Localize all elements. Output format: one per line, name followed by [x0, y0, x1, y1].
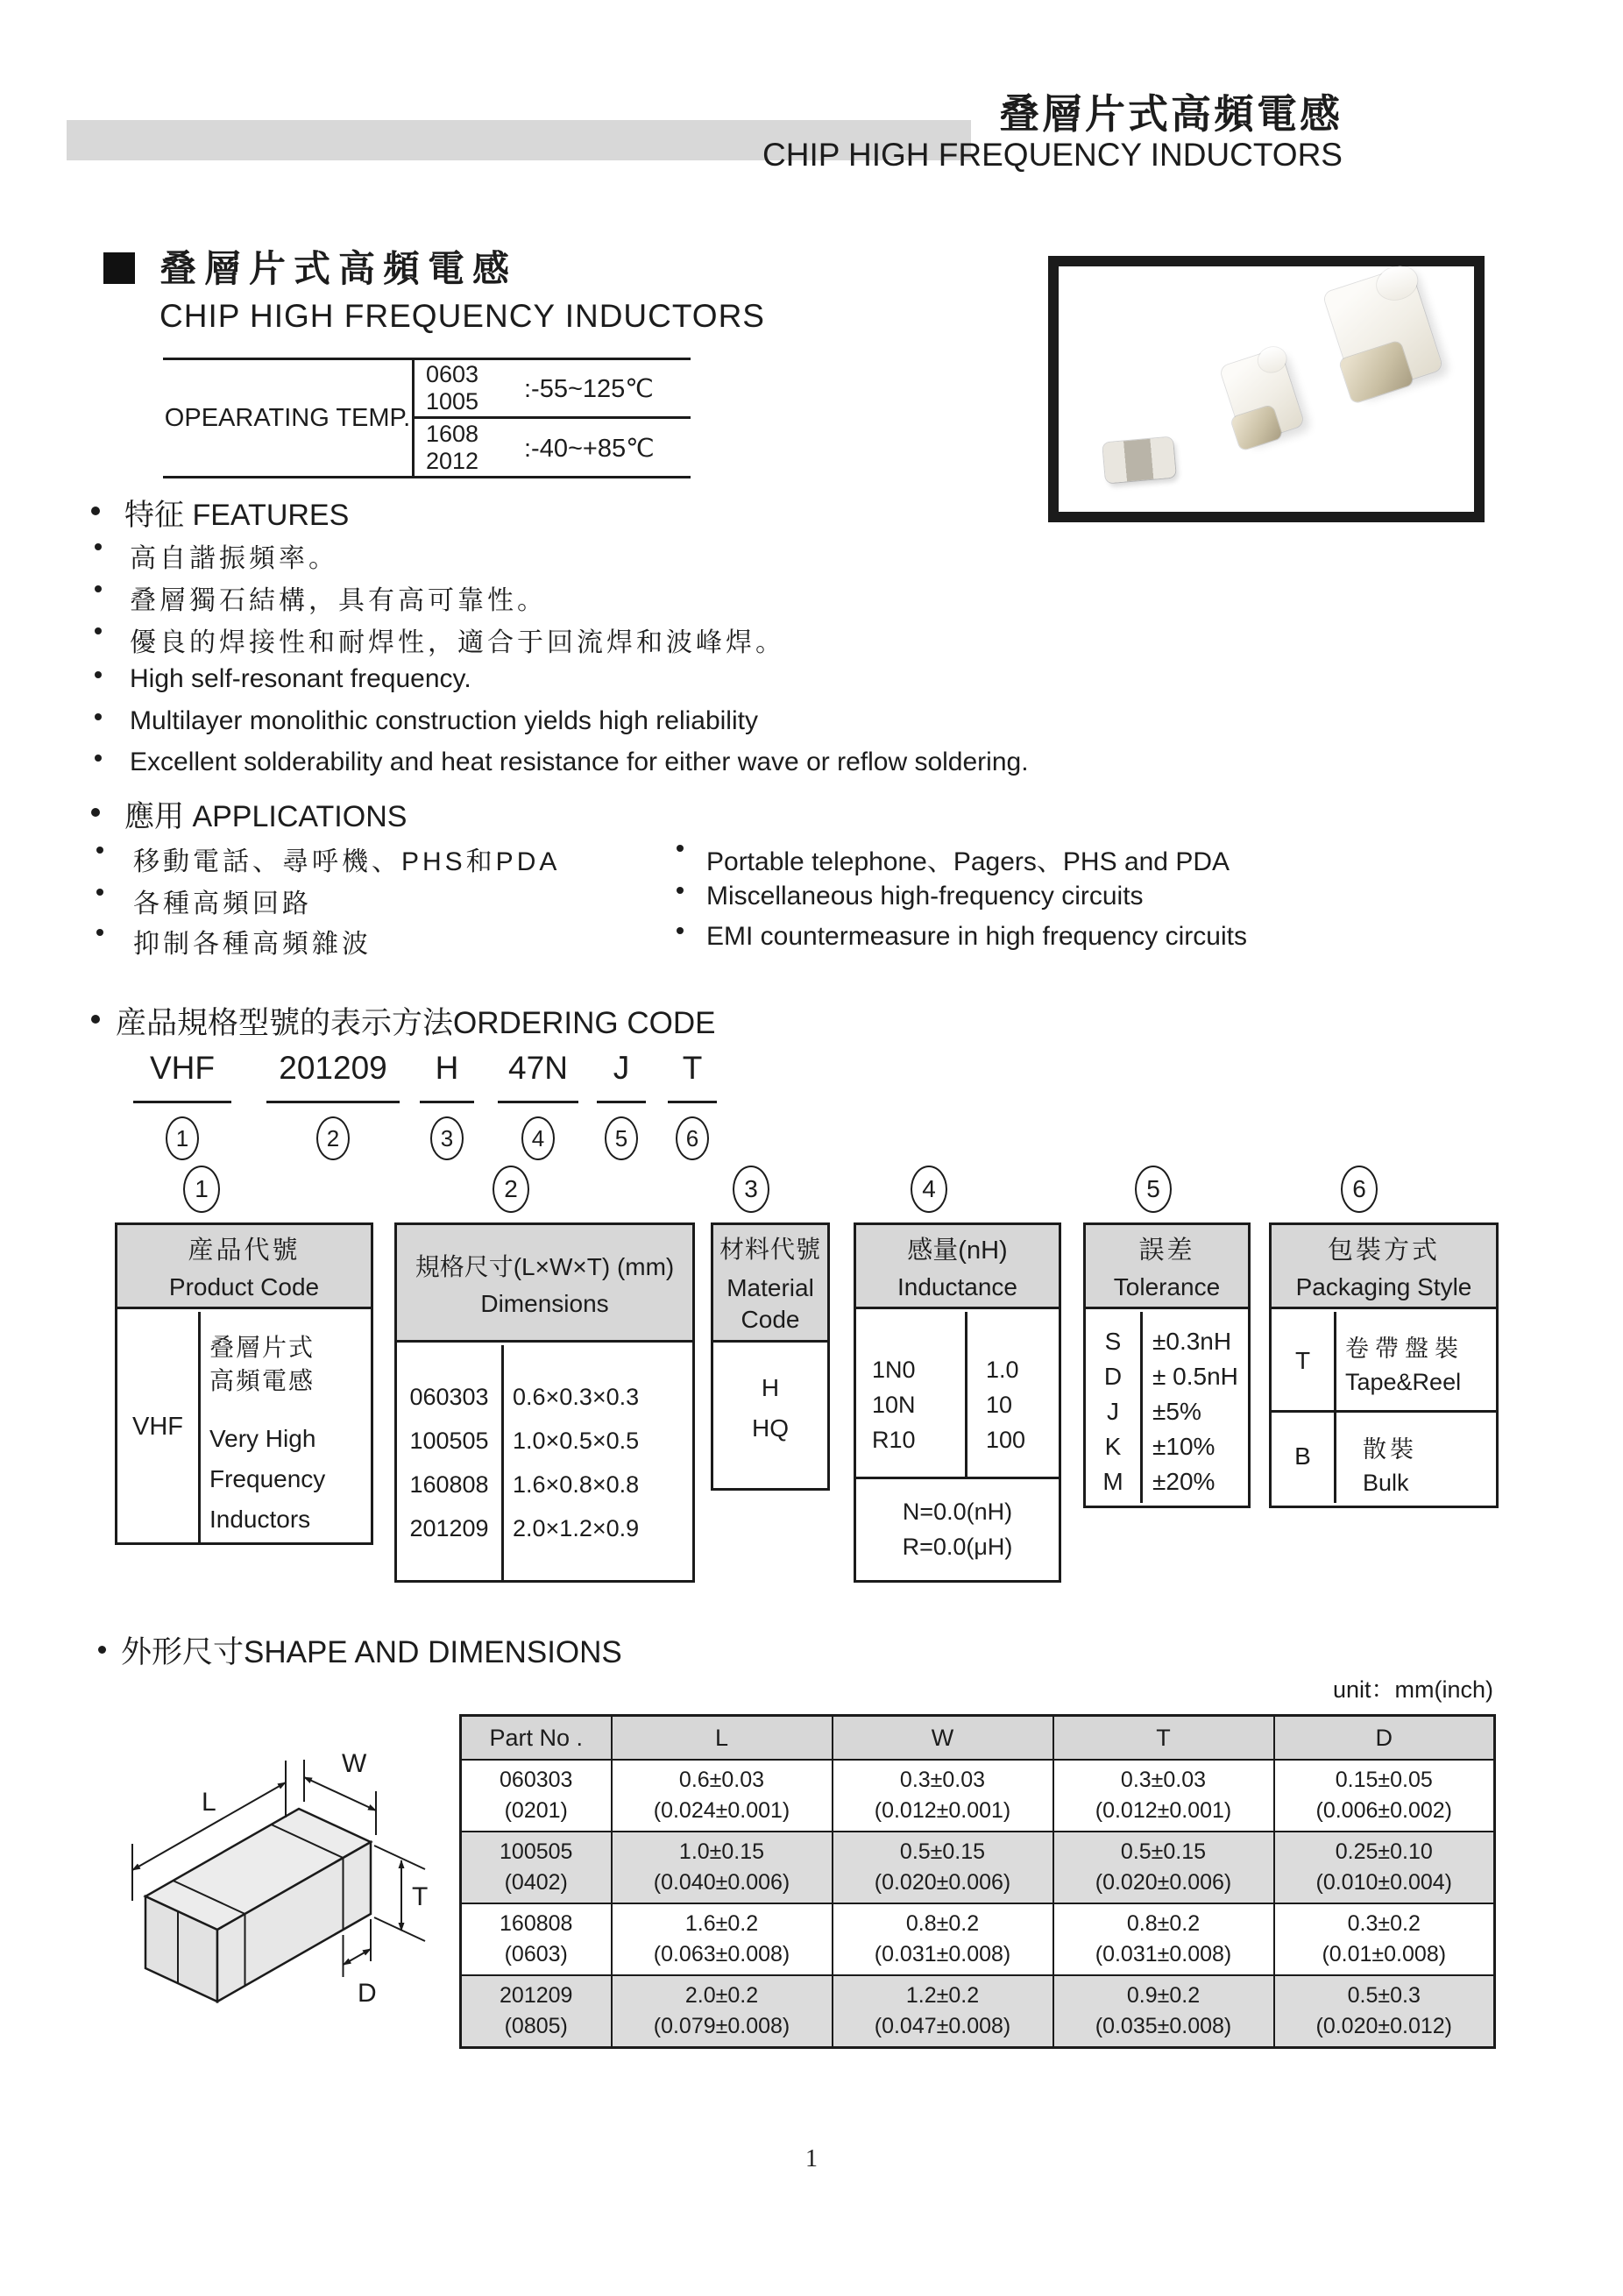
material-code: H	[761, 1374, 780, 1401]
table-header-en: Material Code	[726, 1273, 814, 1333]
dim-label-t: T	[412, 1882, 429, 1911]
bullet-icon	[96, 847, 103, 854]
size-value: 1.6×0.8×0.8	[513, 1471, 640, 1498]
packaging-desc-zh: 散裝	[1363, 1436, 1417, 1463]
packaging-code: B	[1294, 1442, 1311, 1470]
product-code-table	[115, 1222, 373, 1545]
feature-item: Excellent solderability and heat resistance for either wave or reflow soldering.	[130, 748, 1029, 776]
table-header-en: Product Code	[168, 1273, 320, 1300]
packaging-code: T	[1294, 1347, 1311, 1374]
product-desc-zh: 高頻電感	[209, 1367, 315, 1394]
material-code: HQ	[752, 1414, 789, 1442]
table-header-zh: 産品代號	[188, 1237, 301, 1265]
ordering-code-part: T	[682, 1050, 703, 1086]
dim-cell: 0.8±0.2 (0.031±0.008)	[1053, 1903, 1274, 1975]
table-row	[461, 1903, 1495, 1975]
chip-outline-drawing	[103, 1739, 463, 2063]
bullet-icon	[91, 808, 100, 817]
dim-cell: 0.3±0.03 (0.012±0.001)	[833, 1760, 1053, 1832]
dim-label-l: L	[202, 1788, 216, 1817]
size-code: 1005	[426, 388, 479, 415]
dim-cell: 0.8±0.2 (0.031±0.008)	[833, 1903, 1053, 1975]
table-header-en: Dimensions	[480, 1289, 609, 1317]
product-desc-zh: 叠層片式	[209, 1334, 315, 1361]
size-code: 060303	[409, 1384, 489, 1410]
circled-number: 2	[316, 1116, 350, 1160]
bullet-icon	[91, 1015, 100, 1024]
circled-number: 4	[911, 1166, 947, 1213]
table-header-zh: 誤差	[1138, 1237, 1195, 1265]
ordering-code-part: VHF	[150, 1050, 215, 1086]
chip-terminal-cap	[1339, 341, 1414, 404]
product-desc-en: Frequency	[209, 1465, 326, 1492]
tolerance-code: K	[1104, 1433, 1122, 1460]
bullet-icon	[95, 543, 102, 550]
table-header-zh: 材料代號	[719, 1235, 821, 1263]
bullet-icon	[98, 1646, 106, 1654]
applications-heading: 應用 APPLICATIONS	[124, 800, 408, 833]
dim-cell: 0.3±0.2 (0.01±0.008)	[1274, 1903, 1495, 1975]
size-code: 2012	[426, 448, 479, 474]
application-item: 抑制各種高頻雜波	[133, 930, 372, 959]
circled-number: 2	[493, 1166, 529, 1213]
table-header-en: Inductance	[897, 1273, 1017, 1300]
temp-row	[426, 361, 691, 415]
dim-cell: 0.5±0.15 (0.020±0.006)	[833, 1832, 1053, 1903]
unit-label: unit：mm(inch)	[1332, 1676, 1493, 1703]
table-header-row	[461, 1716, 1495, 1761]
packaging-code-table	[1269, 1222, 1499, 1508]
column-header: Part No .	[461, 1716, 612, 1761]
dimensions-table	[459, 1714, 1496, 2049]
ordering-code-part: 201209	[279, 1050, 387, 1086]
dim-label-w: W	[342, 1749, 367, 1778]
column-header: W	[833, 1716, 1053, 1761]
ordering-code-part: 47N	[508, 1050, 568, 1086]
column-header: L	[612, 1716, 833, 1761]
product-code-value: VHF	[132, 1413, 183, 1441]
tolerance-code-table	[1083, 1222, 1251, 1508]
bullet-icon	[96, 889, 103, 896]
size-code: 0603	[426, 361, 479, 387]
inductance-value: 1.0	[986, 1357, 1019, 1383]
bullet-icon	[95, 713, 102, 720]
code-underline	[420, 1101, 474, 1103]
dim-cell: 0.15±0.05 (0.006±0.002)	[1274, 1760, 1495, 1832]
features-heading: 特征 FEATURES	[124, 499, 350, 532]
chip-top-face	[1255, 344, 1289, 375]
inductance-note: N=0.0(nH)	[902, 1499, 1013, 1525]
bullet-icon	[95, 627, 102, 634]
dim-label-d: D	[358, 1979, 377, 2008]
column-header: D	[1274, 1716, 1495, 1761]
size-code: 1608	[426, 421, 479, 447]
code-underline	[597, 1101, 646, 1103]
dim-cell: 060303 (0201)	[461, 1760, 612, 1832]
dim-cell: 1.2±0.2 (0.047±0.008)	[833, 1975, 1053, 2048]
circled-number: 1	[183, 1166, 220, 1213]
shape-dimensions-heading: 外形尺寸SHAPE AND DIMENSIONS	[121, 1635, 622, 1669]
circled-number: 5	[605, 1116, 638, 1160]
application-item: EMI countermeasure in high frequency circuits	[706, 922, 1247, 951]
dim-cell: 160808 (0603)	[461, 1903, 612, 1975]
table-header-en: Packaging Style	[1295, 1273, 1472, 1300]
feature-item: 高自諧振頻率。	[130, 544, 338, 573]
application-item: Portable telephone、Pagers、PHS and PDA	[706, 847, 1230, 876]
chip-medium-image	[1220, 348, 1305, 444]
size-value: 0.6×0.3×0.3	[513, 1384, 640, 1410]
table-header-zh: 規格尺寸(L×W×T) (mm)	[415, 1252, 675, 1280]
dim-cell: 1.0±0.15 (0.040±0.006)	[612, 1832, 833, 1903]
chip-small-image	[1102, 437, 1176, 484]
circled-number: 3	[430, 1116, 464, 1160]
inductance-code: 10N	[872, 1392, 916, 1418]
chip-top-face	[1372, 261, 1421, 305]
feature-item: Multilayer monolithic construction yields high reliability	[130, 706, 758, 735]
chip-large-image	[1322, 266, 1442, 397]
dimensions-code-table	[394, 1222, 695, 1583]
dim-cell: 1.6±0.2 (0.063±0.008)	[612, 1903, 833, 1975]
tolerance-code: D	[1103, 1363, 1123, 1390]
code-underline	[668, 1101, 717, 1103]
tolerance-value: ± 0.5nH	[1152, 1363, 1238, 1390]
circled-number: 3	[733, 1166, 769, 1213]
section-title-zh: 叠層片式高頻電感	[159, 248, 518, 289]
product-photo	[1048, 256, 1485, 522]
temp-row	[426, 421, 691, 475]
application-item: 移動電話、尋呼機、PHS和PDA	[133, 847, 561, 876]
bullet-icon	[91, 507, 100, 515]
circled-number: 5	[1135, 1166, 1172, 1213]
section-title-en: CHIP HIGH FREQUENCY INDUCTORS	[159, 298, 765, 334]
table-header-zh: 包裝方式	[1327, 1237, 1440, 1265]
ordering-code-heading: 産品規格型號的表示方法ORDERING CODE	[116, 1006, 716, 1040]
bullet-icon	[95, 585, 102, 592]
application-item: 各種高頻回路	[133, 889, 312, 918]
temp-range: :-55~125℃	[524, 374, 654, 403]
circled-number: 4	[521, 1116, 555, 1160]
tolerance-value: ±10%	[1152, 1433, 1215, 1460]
inductance-value: 100	[986, 1427, 1026, 1453]
dim-cell: 100505 (0402)	[461, 1832, 612, 1903]
size-code: 160808	[409, 1471, 489, 1498]
dim-cell: 0.5±0.3 (0.020±0.012)	[1274, 1975, 1495, 2048]
inductance-code-table	[854, 1222, 1061, 1583]
temp-label: OPEARATING TEMP.	[164, 403, 411, 432]
bullet-icon	[96, 929, 103, 936]
inductance-code: R10	[872, 1427, 916, 1453]
circled-number: 6	[1341, 1166, 1378, 1213]
tolerance-code: S	[1104, 1328, 1122, 1355]
table-row	[461, 1760, 1495, 1832]
application-item: Miscellaneous high-frequency circuits	[706, 882, 1144, 911]
dim-cell: 2.0±0.2 (0.079±0.008)	[612, 1975, 833, 2048]
feature-item: 優良的焊接性和耐焊性，適合于回流焊和波峰焊。	[130, 628, 785, 657]
inductance-code: 1N0	[872, 1357, 916, 1383]
dim-cell: 0.6±0.03 (0.024±0.001)	[612, 1760, 833, 1832]
table-row	[461, 1832, 1495, 1903]
table-header-zh: 感量(nH)	[907, 1237, 1008, 1265]
tolerance-value: ±20%	[1152, 1468, 1215, 1495]
table-header-en: Tolerance	[1113, 1273, 1221, 1300]
dim-cell: 0.3±0.03 (0.012±0.001)	[1053, 1760, 1274, 1832]
dim-cell: 0.9±0.2 (0.035±0.008)	[1053, 1975, 1274, 2048]
packaging-desc-en: Bulk	[1363, 1470, 1409, 1496]
page-number: 1	[805, 2145, 818, 2172]
page-title-zh: 叠層片式高頻電感	[999, 91, 1343, 137]
circled-number: 6	[676, 1116, 709, 1160]
product-desc-en: Inductors	[209, 1506, 311, 1533]
bullet-icon	[677, 927, 684, 934]
circled-number: 1	[166, 1116, 199, 1160]
ordering-code-part: J	[613, 1050, 630, 1086]
page-title-en: CHIP HIGH FREQUENCY INDUCTORS	[762, 137, 1343, 173]
product-desc-en: Very High	[209, 1425, 316, 1452]
size-value: 2.0×1.2×0.9	[513, 1515, 640, 1541]
bullet-icon	[677, 887, 684, 894]
operating-temp-table	[163, 358, 691, 478]
dim-cell: 0.5±0.15 (0.020±0.006)	[1053, 1832, 1274, 1903]
dim-cell: 0.25±0.10 (0.010±0.004)	[1274, 1832, 1495, 1903]
temp-range: :-40~+85℃	[524, 434, 655, 463]
column-header: T	[1053, 1716, 1274, 1761]
tolerance-value: ±5%	[1152, 1398, 1201, 1425]
feature-item: High self-resonant frequency.	[130, 664, 471, 693]
ordering-code-part: H	[435, 1050, 459, 1086]
section-marker-square	[103, 252, 135, 284]
code-underline	[498, 1101, 578, 1103]
chip-terminal-cap	[1230, 405, 1283, 450]
tolerance-code: J	[1107, 1398, 1119, 1425]
material-code-table	[711, 1222, 830, 1491]
packaging-desc-en: Tape&Reel	[1345, 1369, 1462, 1395]
bullet-icon	[95, 671, 102, 678]
bullet-icon	[677, 845, 684, 852]
size-value: 1.0×0.5×0.5	[513, 1428, 640, 1454]
tolerance-code: M	[1102, 1468, 1123, 1495]
bullet-icon	[95, 755, 102, 762]
size-code: 201209	[409, 1515, 489, 1541]
dim-cell: 201209 (0805)	[461, 1975, 612, 2048]
feature-item: 叠層獨石結構，具有高可靠性。	[130, 586, 547, 615]
packaging-desc-zh: 卷帶盤裝	[1345, 1336, 1464, 1362]
inductance-value: 10	[986, 1392, 1013, 1418]
tolerance-value: ±0.3nH	[1152, 1328, 1232, 1355]
code-underline	[266, 1101, 400, 1103]
code-underline	[133, 1101, 231, 1103]
inductance-note: R=0.0(μH)	[902, 1534, 1013, 1560]
size-code: 100505	[409, 1428, 489, 1454]
table-row	[461, 1975, 1495, 2048]
